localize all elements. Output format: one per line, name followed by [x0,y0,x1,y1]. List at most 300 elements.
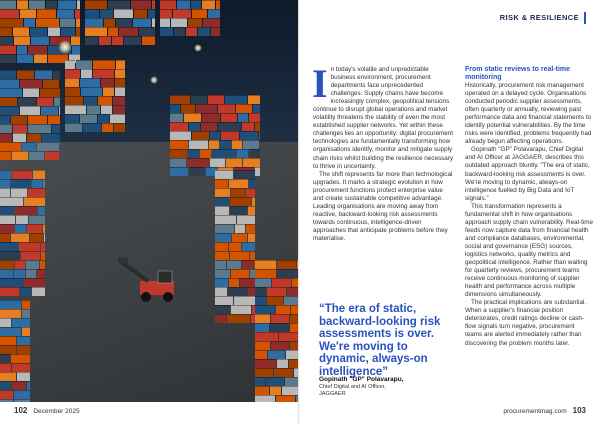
shipping-container [104,18,115,27]
shipping-container [18,97,36,106]
shipping-container [208,9,220,18]
shipping-container [0,197,23,206]
shipping-container [290,341,298,350]
shipping-container [255,359,276,368]
shipping-container [201,122,217,131]
shipping-container [81,87,102,96]
shipping-container [230,206,247,215]
shipping-container [0,97,17,106]
shipping-container [80,78,100,87]
floodlight-icon [58,40,72,54]
shipping-container [31,36,49,45]
shipping-container [215,179,228,188]
shipping-container [255,332,278,341]
shipping-container [98,96,112,105]
shipping-container [285,377,298,386]
shipping-container [12,318,30,327]
shipping-container [36,18,59,27]
shipping-container [170,167,188,176]
shipping-container [255,296,266,305]
shipping-container [0,215,15,224]
shipping-container [236,104,252,113]
quote-attribution [319,377,459,397]
shipping-container [124,36,141,45]
shipping-container [17,345,30,354]
shipping-container [0,188,10,197]
shipping-container [17,45,27,54]
shipping-container [220,140,231,149]
shipping-container [215,314,226,323]
shipping-container [28,188,45,197]
shipping-container [0,372,16,381]
shipping-container [0,354,10,363]
shipping-container [282,386,298,395]
paragraph: Gopinath "GP" Polavarapu, Chief Digital and AI Officer at JAGGAER, describes this outdated approach bluntly. "The era of static, backward-looking risk assessments is over. We're moving to dynamic, always-on intelligence fuelled by Big Data and IoT signals." [465,146,590,202]
shipping-container [212,149,224,158]
shipping-container [218,104,235,113]
shipping-container [240,278,255,287]
shipping-container [133,18,151,27]
shipping-container [84,96,97,105]
shipping-container [27,224,42,233]
shipping-container [225,149,236,158]
shipping-container [53,70,60,79]
shipping-container [235,224,245,233]
shipping-container [160,27,173,36]
shipping-container [65,87,80,96]
shipping-container [208,95,224,104]
shipping-container [215,296,233,305]
shipping-container [192,9,207,18]
shipping-container [37,9,56,18]
shipping-container [234,170,255,179]
article-column-2 [465,66,593,348]
shipping-container [187,158,209,167]
shipping-container [101,105,112,114]
shipping-container [65,96,83,105]
shipping-container [114,9,133,18]
shipping-container [160,18,170,27]
shipping-container [284,296,298,305]
shipping-container [148,9,155,18]
shipping-container [40,88,60,97]
shipping-container [189,140,208,149]
shipping-container [229,179,248,188]
shipping-container [12,363,30,372]
shipping-container [0,242,18,251]
shipping-container [98,114,109,123]
shipping-container [15,260,25,269]
shipping-container [0,54,16,63]
shipping-container [0,151,11,160]
shipping-container [46,0,57,9]
shipping-container [0,381,11,390]
shipping-container [54,97,60,106]
shipping-container [0,179,10,188]
shipping-container [11,188,27,197]
shipping-container [188,18,202,27]
shipping-container [71,36,80,45]
shipping-container [0,88,22,97]
shipping-container [41,251,45,260]
shipping-container [232,140,242,149]
shipping-container [113,105,125,114]
paragraph: The practical implications are substantial. When a supplier's financial position deteriorates, credit ratings decline or cash-flow signals turn negative, procurement teams are alerted immediately rather than discovering the problem months later. [465,299,587,347]
shipping-container [85,9,99,18]
shipping-container [30,233,43,242]
container-stack [160,0,220,30]
reach-stacker-icon [118,255,188,305]
shipping-container [215,251,229,260]
shipping-container [249,179,255,188]
shipping-container [0,133,12,142]
shipping-container [171,18,187,27]
shipping-container [255,395,275,402]
shipping-container [255,314,270,323]
shipping-container [81,69,92,78]
container-stack [215,170,255,320]
shipping-container [270,323,289,332]
shipping-container [119,27,138,36]
shipping-container [43,179,45,188]
shipping-container [45,151,59,160]
shipping-container [255,386,269,395]
shipping-container [276,395,295,402]
shipping-container [209,140,219,149]
shipping-container [271,314,289,323]
shipping-container [35,70,52,79]
quote-role: Chief Digital and AI Officer, [319,383,386,390]
shipping-container [242,242,255,251]
shipping-container [0,251,20,260]
shipping-container [17,54,33,63]
shipping-container [192,131,209,140]
shipping-container [259,131,260,140]
shipping-container [230,197,251,206]
shipping-container [28,115,47,124]
shipping-container [184,113,201,122]
shipping-container [248,206,255,215]
shipping-container [102,123,113,132]
shipping-container [215,287,227,296]
shipping-container [267,296,283,305]
shipping-container [173,9,191,18]
shipping-container [215,233,231,242]
shipping-container [170,95,190,104]
shipping-container [226,158,242,167]
subheading: From static reviews to real-time monitoring [465,66,571,81]
shipping-container [142,36,155,45]
shipping-container [255,377,265,386]
container-stack [255,260,298,400]
shipping-container [225,95,247,104]
shipping-container [29,0,45,9]
shipping-container [65,105,86,114]
shipping-container [234,296,255,305]
shipping-container [215,206,229,215]
shipping-container [80,114,97,123]
shipping-container [110,114,125,123]
shipping-container [32,179,42,188]
shipping-container [188,149,199,158]
shipping-container [0,287,19,296]
shipping-container [0,399,13,402]
shipping-container [93,69,114,78]
shipping-container [0,278,23,287]
shipping-container [11,354,30,363]
shipping-container [291,305,298,314]
site-url: procurementmag.com [503,408,567,415]
left-page-number: 102 [14,406,28,415]
shipping-container [252,197,255,206]
shipping-container [198,27,210,36]
shipping-container [52,124,60,133]
shipping-container [87,105,100,114]
shipping-container [21,251,40,260]
page-gutter [298,0,300,424]
shipping-container [267,287,286,296]
shipping-container [22,327,30,336]
shipping-container [43,224,45,233]
shipping-container [230,251,249,260]
shipping-container [14,390,30,399]
shipping-container [229,278,239,287]
shipping-container [20,106,40,115]
shipping-container [0,18,23,27]
shipping-container [215,170,233,179]
shipping-container [113,96,125,105]
shipping-container [0,27,12,36]
shipping-container [255,350,267,359]
shipping-container [274,368,293,377]
shipping-container [0,45,16,54]
shipping-container [248,233,255,242]
shipping-container [200,149,211,158]
shipping-container [249,113,260,122]
shipping-container [26,260,39,269]
shipping-container [38,206,45,215]
shipping-container [196,104,217,113]
shipping-container [20,287,31,296]
shipping-container [131,0,151,9]
shipping-container [101,78,114,87]
shipping-container [0,363,11,372]
shipping-container [114,123,125,132]
shipping-container [14,36,30,45]
shipping-container [152,18,155,27]
shipping-container [115,69,125,78]
shipping-container [34,54,47,63]
shipping-container [37,142,59,151]
shipping-container [40,260,45,269]
shipping-container [231,269,249,278]
shipping-container [238,113,248,122]
shipping-container [48,115,60,124]
shipping-container [181,104,195,113]
shipping-container [286,350,298,359]
shipping-container [255,122,260,131]
shipping-container [76,60,92,69]
container-stack [0,300,30,400]
container-stack [85,0,155,40]
drop-cap: I [312,61,328,106]
shipping-container [228,287,247,296]
shipping-container [20,79,42,88]
shipping-container [170,140,188,149]
shipping-container [12,151,28,160]
shipping-container [24,278,45,287]
shipping-container [28,45,47,54]
shipping-container [108,27,118,36]
shipping-container [243,140,259,149]
shipping-container [0,142,21,151]
shipping-container [115,87,125,96]
shipping-container [255,260,276,269]
shipping-container [20,9,36,18]
shipping-container [255,305,275,314]
shipping-container [14,399,30,402]
shipping-container [287,287,298,296]
shipping-container [210,131,220,140]
shipping-container [250,251,255,260]
shipping-container [37,97,53,106]
shipping-container [215,269,230,278]
shipping-container [221,131,239,140]
shipping-container [227,260,241,269]
shipping-container [255,287,266,296]
shipping-container [248,95,260,104]
shipping-container [170,158,186,167]
shipping-container [11,233,29,242]
shipping-container [112,36,123,45]
shipping-container [189,122,200,131]
shipping-container [85,0,107,9]
shipping-container [65,69,80,78]
shipping-container [17,70,34,79]
paragraph: This transformation represents a fundamental shift in how organisations approach supply chain vulnerability. Real-time feeds now capture data from financial health and compliance databases, environmental, social and governance (ESG) sources, logistics networks, quality metrics and geopolitical intelligence. Rather than waiting for quarterly reviews, procurement teams receive continuous monitoring of supplier health and performance across multiple dimensions simultaneously. [465,202,593,299]
shipping-container [23,88,39,97]
shipping-container [255,269,276,278]
shipping-container [242,260,253,269]
shipping-container [103,87,114,96]
shipping-container [174,27,185,36]
issue-date: December 2025 [33,408,80,415]
shipping-container [215,305,230,314]
shipping-container [266,377,284,386]
shipping-container [85,27,107,36]
shipping-container [277,269,288,278]
shipping-container [0,115,10,124]
shipping-container [15,206,37,215]
shipping-container [243,158,260,167]
shipping-container [215,188,230,197]
shipping-container [24,18,35,27]
shipping-container [249,149,260,158]
shipping-container [0,79,19,88]
shipping-container [17,372,30,381]
shipping-container [76,18,80,27]
shipping-container [0,70,16,79]
container-stack [0,70,60,160]
shipping-container [0,206,14,215]
shipping-container [58,0,76,9]
shipping-container [0,336,16,345]
shipping-container [170,104,180,113]
container-stack [0,170,45,290]
shipping-container [17,0,28,9]
shipping-container [248,287,255,296]
shipping-container [0,269,13,278]
shipping-container [255,278,271,287]
shipping-container [76,27,80,36]
shipping-container [75,9,80,18]
shipping-container [65,78,79,87]
shipping-container [22,300,30,309]
shipping-container [215,278,228,287]
shipping-container [237,149,248,158]
shipping-container [170,131,191,140]
shipping-container [189,167,205,176]
shipping-container [116,60,125,69]
shipping-container [41,106,58,115]
shipping-container [13,27,29,36]
shipping-container [218,122,241,131]
shipping-container [0,345,16,354]
shipping-container [85,18,103,27]
shipping-container [14,269,25,278]
shipping-container [0,309,21,318]
container-stack [65,60,125,130]
shipping-container [203,18,220,27]
shipping-container [43,79,59,88]
paragraph: n today's volatile and unpredictable business environment, procurement departments face unprecedented challenges. Supply chains have become increasingly complex, geopolitical tensions continue to disrupt global operations and market volatility threatens the stability of even the most established supplier networks. Yet within these challenges lies an opportunity: digital procurement technologies are fundamentally transforming how organisations identify, monitor and mitigate supply chain risks whilst building the resilience necessary to thrive in uncertainty. [313,66,454,170]
shipping-container [177,0,190,9]
shipping-container [253,104,260,113]
section-header: RISK & RESILIENCE [500,12,586,24]
shipping-container [12,170,32,179]
container-port-photo [0,0,298,402]
shipping-container [22,142,36,151]
shipping-container [11,115,27,124]
shipping-container [26,269,36,278]
shipping-container [0,0,16,9]
shipping-container [170,149,187,158]
shipping-container [15,224,26,233]
shipping-container [270,386,281,395]
shipping-container [215,197,229,206]
shipping-container [202,0,215,9]
shipping-container [231,305,251,314]
right-page-number: 103 [572,406,586,415]
shipping-container [0,224,14,233]
shipping-container [246,188,255,197]
shipping-container [215,224,234,233]
shipping-container [0,390,13,399]
shipping-container [255,167,260,176]
shipping-container [289,359,298,368]
pull-quote: “The era of static, backward-looking risk assessments is over. We're moving to dynamic, always-on intelligence” [319,303,441,378]
shipping-container [0,170,11,179]
shipping-container [42,133,60,142]
shipping-container [32,287,45,296]
shipping-container [277,359,288,368]
shipping-container [215,260,226,269]
shipping-container [290,323,298,332]
shipping-container [160,9,172,18]
shipping-container [22,309,30,318]
shipping-container [191,0,201,9]
shipping-container [202,113,220,122]
